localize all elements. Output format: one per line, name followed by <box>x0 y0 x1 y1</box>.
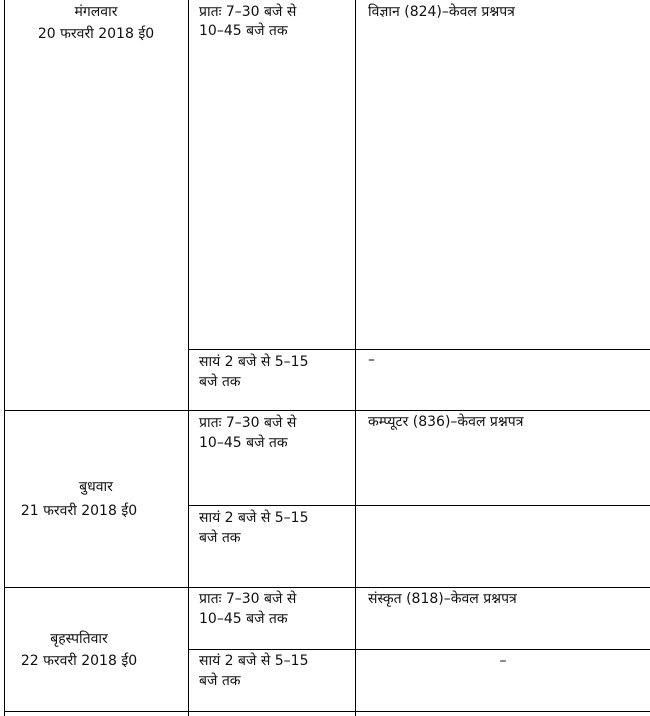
time-slot-afternoon-end: बजे तक <box>199 673 241 689</box>
date-label: 20 फरवरी 2018 ई0 <box>37 26 155 42</box>
slot-divider-row1 <box>188 349 650 350</box>
time-slot-morning-end: 10–45 बजे तक <box>199 435 288 451</box>
time-slot-morning: प्रातः 7–30 बजे से <box>199 4 297 20</box>
subject-morning: कम्प्यूटर (836)–केवल प्रश्नपत्र <box>368 414 524 430</box>
slot-divider-row3 <box>188 649 650 650</box>
time-slot-morning-end: 10–45 बजे तक <box>199 611 288 627</box>
column-divider-1 <box>188 0 189 716</box>
time-slot-afternoon: सायं 2 बजे से 5–15 <box>199 653 309 669</box>
row-divider-1 <box>4 410 650 411</box>
subject-morning: संस्कृत (818)–केवल प्रश्नपत्र <box>368 591 517 607</box>
slot-divider-row2 <box>188 505 650 506</box>
day-label: मंगलवार <box>74 4 118 20</box>
subject-afternoon: – <box>499 653 507 669</box>
subject-morning: विज्ञान (824)–केवल प्रश्नपत्र <box>368 4 515 20</box>
time-slot-morning-end: 10–45 बजे तक <box>199 23 288 39</box>
subject-afternoon: – <box>368 352 375 368</box>
time-slot-morning: प्रातः 7–30 बजे से <box>199 591 297 607</box>
row-divider-2 <box>4 587 650 588</box>
time-slot-afternoon-end: बजे तक <box>199 374 241 390</box>
column-divider-2 <box>355 0 356 716</box>
row-divider-3 <box>4 711 650 712</box>
day-label: बृहस्पतिवार <box>50 631 108 647</box>
date-label: 22 फरवरी 2018 ई0 <box>20 653 138 669</box>
time-slot-afternoon: सायं 2 बजे से 5–15 <box>199 510 309 526</box>
time-slot-morning: प्रातः 7–30 बजे से <box>199 415 297 431</box>
time-slot-afternoon: सायं 2 बजे से 5–15 <box>199 354 309 370</box>
time-slot-afternoon-end: बजे तक <box>199 530 241 546</box>
date-label: 21 फरवरी 2018 ई0 <box>20 503 138 519</box>
table-border-left <box>4 0 5 716</box>
day-label: बुधवार <box>79 479 113 495</box>
